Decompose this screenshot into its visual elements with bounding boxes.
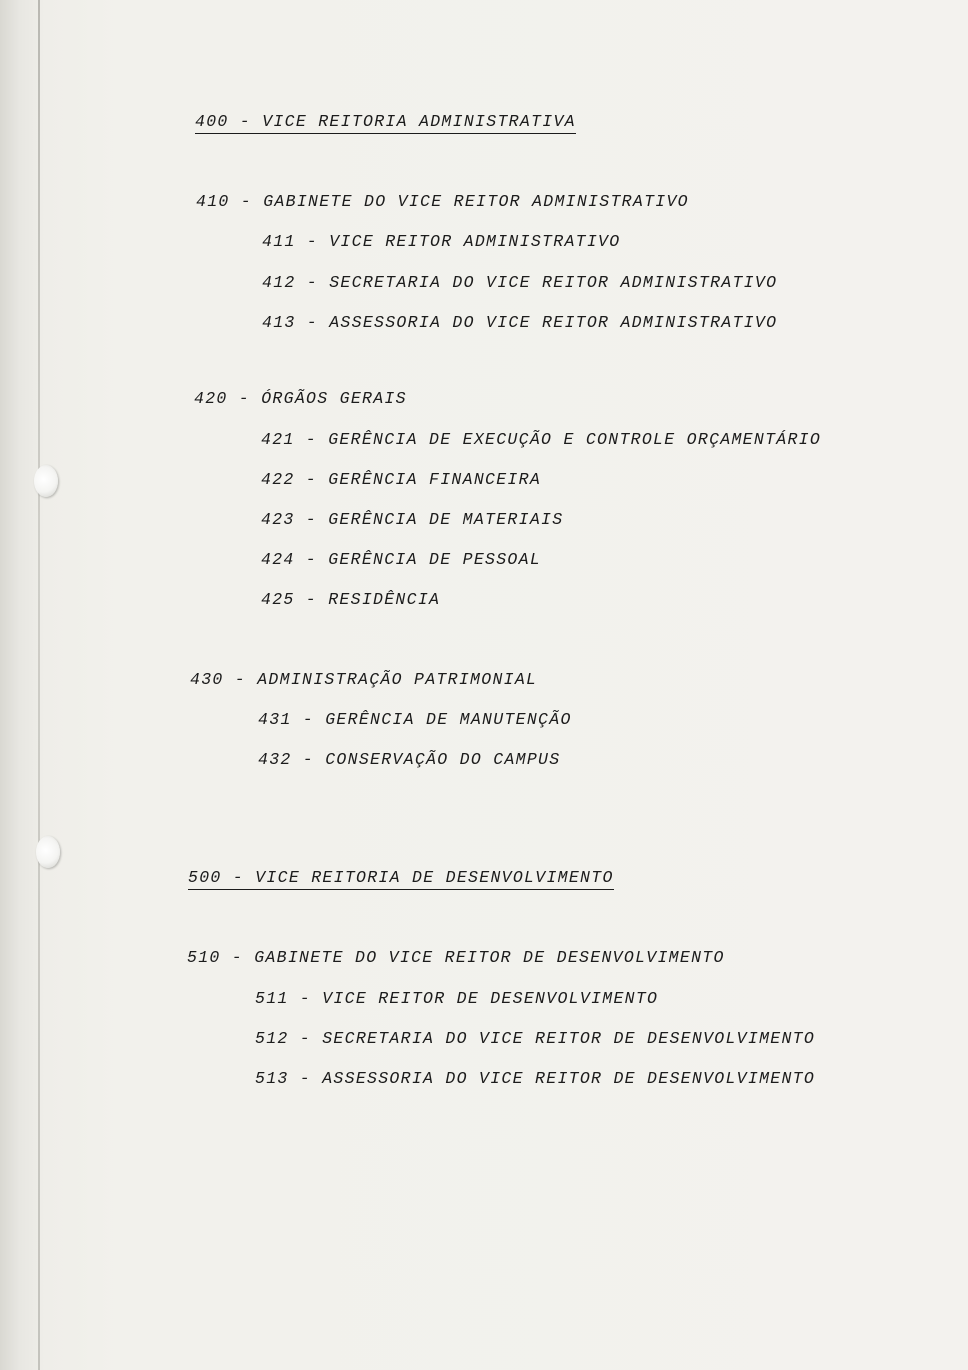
section-heading-400: 400 - VICE REITORIA ADMINISTRATIVA	[195, 112, 576, 134]
list-item-513: 513 - ASSESSORIA DO VICE REITOR DE DESENVOLVIMENTO	[255, 1069, 816, 1088]
group-title-410: 410 - GABINETE DO VICE REITOR ADMINISTRATIVO	[196, 192, 689, 211]
section-heading-500: 500 - VICE REITORIA DE DESENVOLVIMENTO	[188, 868, 614, 890]
list-item-424: 424 - GERÊNCIA DE PESSOAL	[261, 550, 542, 569]
list-item-412: 412 - SECRETARIA DO VICE REITOR ADMINISTRATIVO	[262, 273, 778, 292]
list-item-413: 413 - ASSESSORIA DO VICE REITOR ADMINISTRATIVO	[262, 313, 778, 332]
list-item-432: 432 - CONSERVAÇÃO DO CAMPUS	[258, 750, 561, 769]
punch-hole	[36, 836, 60, 868]
list-item-512: 512 - SECRETARIA DO VICE REITOR DE DESENVOLVIMENTO	[255, 1029, 816, 1048]
list-item-421: 421 - GERÊNCIA DE EXECUÇÃO E CONTROLE ORÇAMENTÁRIO	[261, 430, 822, 449]
binding-edge	[38, 0, 40, 1370]
group-title-420: 420 - ÓRGÃOS GERAIS	[194, 389, 407, 408]
punch-hole	[34, 465, 58, 497]
group-title-430: 430 - ADMINISTRAÇÃO PATRIMONIAL	[190, 670, 538, 689]
group-title-510: 510 - GABINETE DO VICE REITOR DE DESENVOLVIMENTO	[187, 948, 725, 967]
list-item-423: 423 - GERÊNCIA DE MATERIAIS	[261, 510, 564, 529]
list-item-431: 431 - GERÊNCIA DE MANUTENÇÃO	[258, 710, 572, 729]
list-item-425: 425 - RESIDÊNCIA	[261, 590, 441, 609]
list-item-422: 422 - GERÊNCIA FINANCEIRA	[261, 470, 542, 489]
list-item-511: 511 - VICE REITOR DE DESENVOLVIMENTO	[255, 989, 659, 1008]
list-item-411: 411 - VICE REITOR ADMINISTRATIVO	[262, 232, 621, 251]
